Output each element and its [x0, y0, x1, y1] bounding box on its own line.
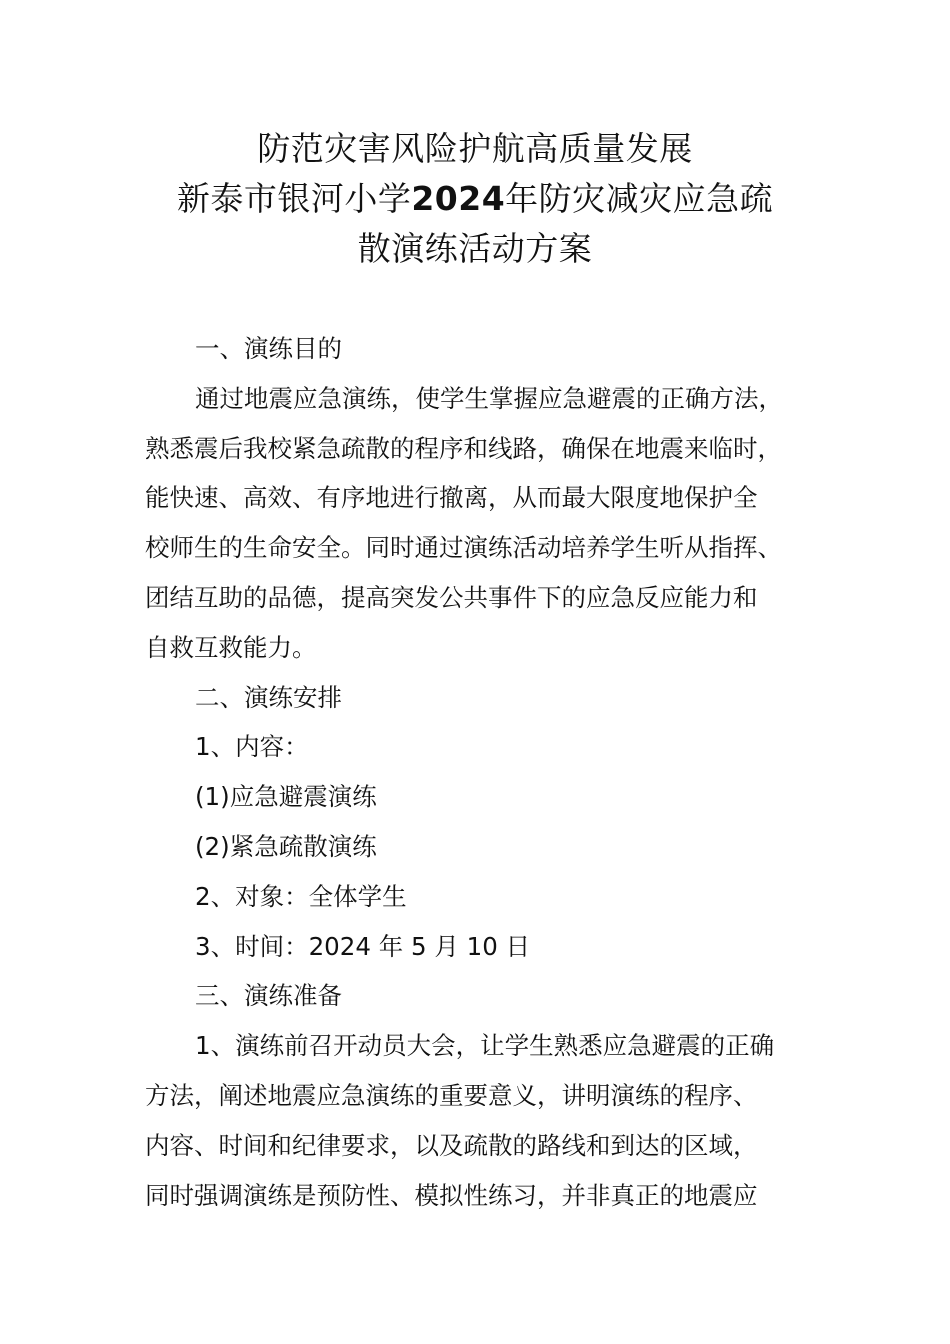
section-2-item-time: 3、时间：2024 年 5 月 10 日 — [195, 931, 531, 961]
title-line-2 — [0, 174, 950, 224]
section-2-item-audience: 2、对象：全体学生 — [195, 881, 407, 911]
section-3-paragraph — [145, 1021, 805, 1220]
paragraph-line: 方法，阐述地震应急演练的重要意义，讲明演练的程序、 — [145, 1080, 758, 1110]
section-1-paragraph — [145, 374, 805, 673]
document-body — [145, 324, 805, 1220]
paragraph-line: 通过地震应急演练，使学生掌握应急避震的正确方法， — [195, 383, 783, 413]
document-title — [0, 124, 950, 274]
paragraph-line: 1、演练前召开动员大会，让学生熟悉应急避震的正确 — [195, 1031, 775, 1061]
title-line-1: 防范灾害风险护航高质量发展 — [257, 129, 693, 168]
section-2-item-earthquake-drill: (1)应急避震演练 — [195, 782, 377, 812]
paragraph-line: 内容、时间和纪律要求，以及疏散的路线和到达的区域， — [145, 1130, 758, 1160]
title-line-2-part-a: 新泰市银河小学 — [176, 179, 412, 218]
section-2-item-evacuation-drill: (2)紧急疏散演练 — [195, 831, 377, 861]
paragraph-line: 自救互救能力。 — [145, 632, 317, 662]
paragraph-line: 团结互助的品德，提高突发公共事件下的应急反应能力和 — [145, 582, 758, 612]
paragraph-line: 熟悉震后我校紧急疏散的程序和线路，确保在地震来临时， — [145, 433, 782, 463]
paragraph-line: 同时强调演练是预防性、模拟性练习，并非真正的地震应 — [145, 1180, 758, 1210]
title-line-3: 散演练活动方案 — [357, 229, 593, 268]
paragraph-line: 校师生的生命安全。同时通过演练活动培养学生听从指挥、 — [145, 533, 782, 563]
section-1-heading: 一、演练目的 — [195, 334, 342, 363]
section-2-item-content: 1、内容： — [195, 732, 309, 762]
section-3-heading: 三、演练准备 — [195, 981, 342, 1011]
title-year: 2024 — [411, 179, 506, 218]
section-2-heading: 二、演练安排 — [195, 682, 342, 712]
title-line-2-part-b: 年防灾减灾应急疏 — [505, 179, 774, 218]
paragraph-line: 能快速、高效、有序地进行撤离，从而最大限度地保护全 — [145, 483, 758, 513]
